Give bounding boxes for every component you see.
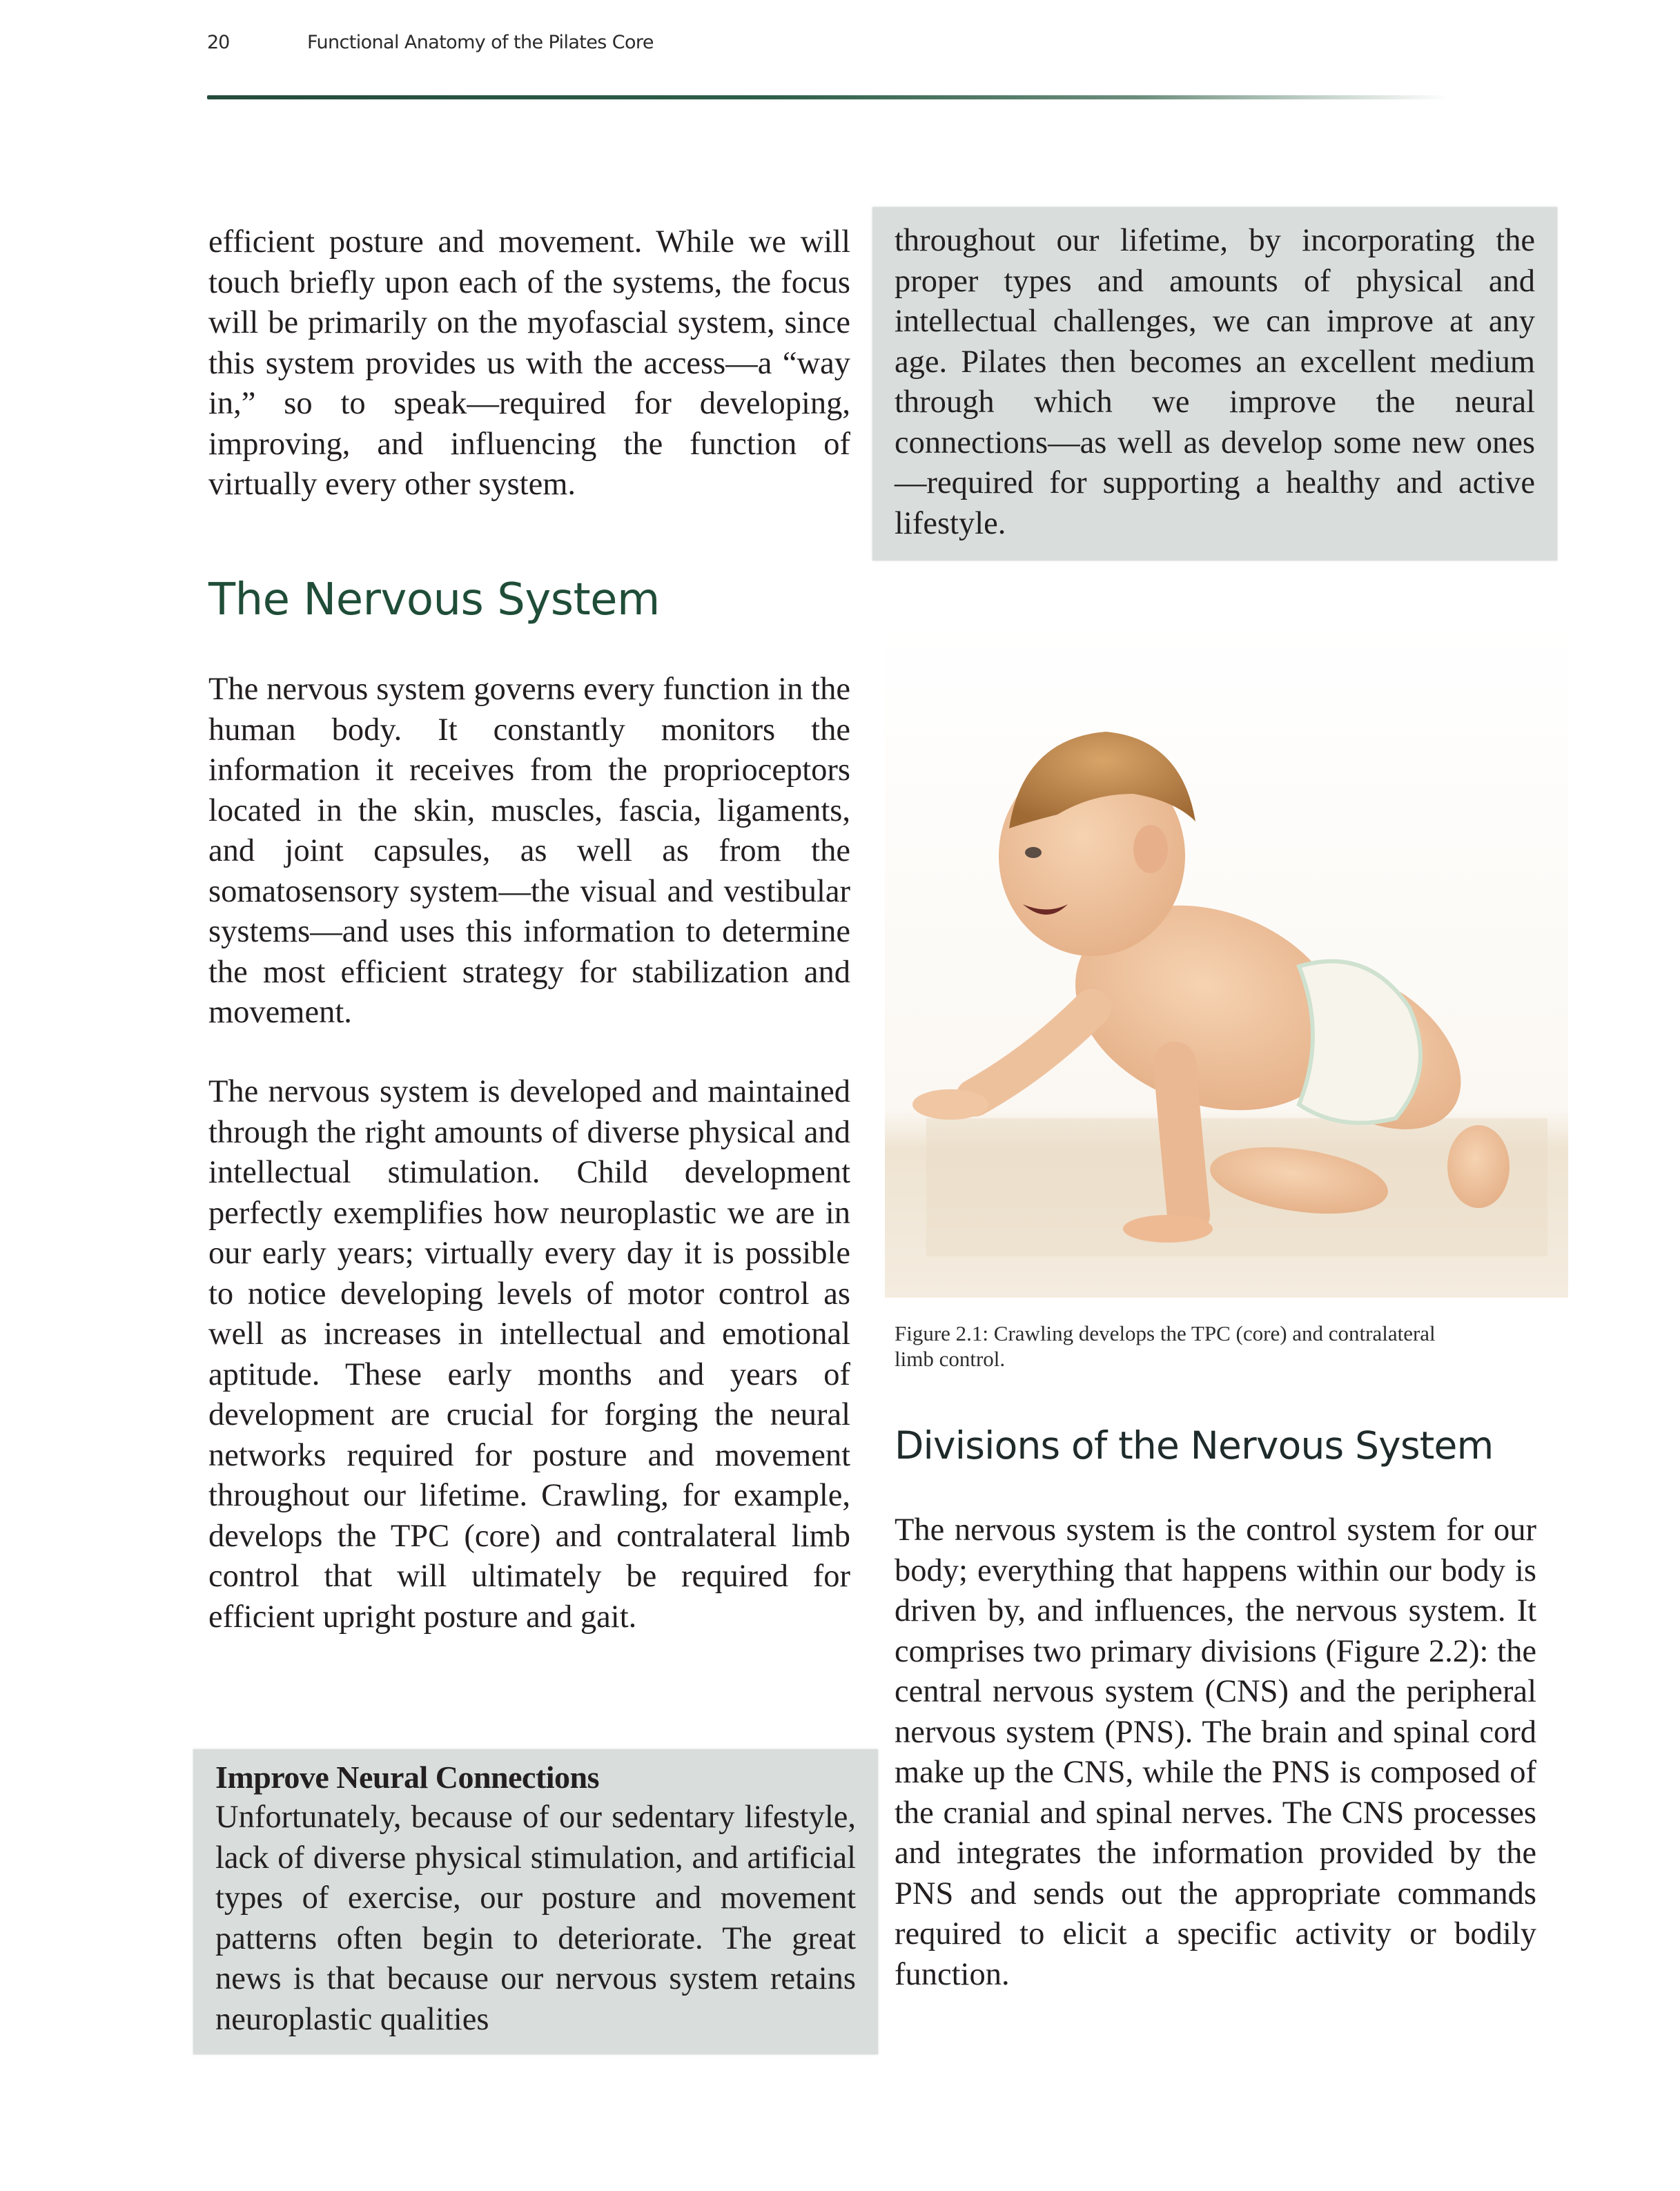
sidebar-box-improve-neural-connections xyxy=(193,1749,878,2054)
section-heading-divisions: Divisions of the Nervous System xyxy=(895,1423,1494,1468)
body-paragraph: The nervous system governs every function in the human body. It constantly monitors the information it receives from the proprioceptors located in the skin, muscles, fascia, ligaments, and joint capsules, as well as from the somatosensory system—the visual and vestibular systems—and uses this information to determine the most efficient strategy for stabilization and movement. xyxy=(208,672,850,1030)
baby-crawling-illustration-icon xyxy=(885,621,1568,1298)
sidebar-box-continued xyxy=(872,207,1557,561)
running-title: Functional Anatomy of the Pilates Core xyxy=(307,32,654,53)
body-paragraph: The nervous system is developed and maintained through the right amounts of diverse physical and intellectual stimulation. Child development perfectly exemplifies how neuroplastic we are in our early years; virtually every day it is possible to notice developing levels of motor control as well as increases in intellectual and emotional aptitude. These early months and years of development are crucial for forging the neural networks required for posture and movement throughout our lifetime. Crawling, for example, develops the TPC (core) and contralateral limb control that will ultimately be required for efficient upright posture and gait. xyxy=(208,1074,850,1635)
body-paragraph: The nervous system is the control system for our body; everything that happens within our body is driven by, and influences, the nervous system. It comprises two primary divisions (Figure 2.2): the central nervous system (CNS) and the peripheral nervous system (PNS). The brain and spinal cord make up the CNS, while the PNS is composed of the cranial and spinal nerves. The CNS processes and integrates the information provided by the PNS and sends out the appropriate commands required to elicit a specific activity or bodily function. xyxy=(895,1512,1536,1992)
figure-caption: Figure 2.1: Crawling develops the TPC (core) and contralateral limb control. xyxy=(895,1321,1436,1371)
page-number: 20 xyxy=(207,32,230,53)
header-rule-divider xyxy=(207,95,1449,99)
sidebar-box-text: throughout our lifetime, by incorporating the proper types and amounts of physical and intellectual challenges, we can improve at any age. Pilates then becomes an excellent medium through which we improve the neural connections—as well as develop some new ones—required for supporting a healthy and active lifestyle. xyxy=(895,223,1535,541)
section-heading-nervous-system: The Nervous System xyxy=(208,574,660,625)
sidebar-box-text: Unfortunately, because of our sedentary lifestyle, lack of diverse physical stimulation, and artificial types of exercise, our posture and movement patterns often begin to deteriorate. The great news is that because our nervous system retains neuroplastic qualities xyxy=(215,1800,856,2037)
figure-crawling-baby-photo xyxy=(885,621,1568,1298)
intro-paragraph: efficient posture and movement. While we will touch briefly upon each of the systems, the focus will be primarily on the myofascial system, since this system provides us with the access—a “way in,” so to speak—required for developing, improving, and influencing the function of virtually every other system. xyxy=(208,224,850,502)
sidebar-box-title: Improve Neural Connections xyxy=(215,1760,600,1795)
